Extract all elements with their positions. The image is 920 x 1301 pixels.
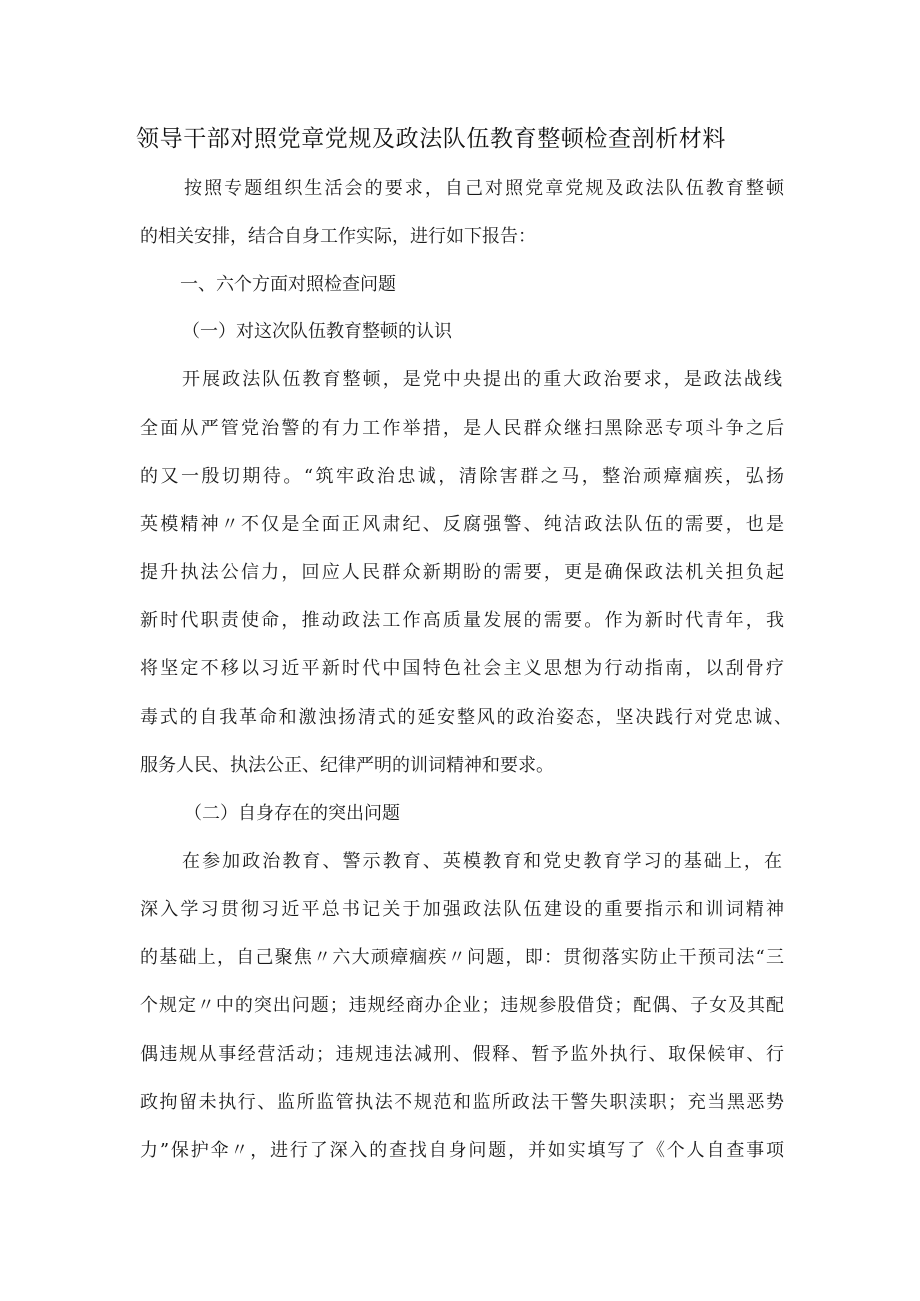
sub2-line-2: 深入学习贯彻习近平总书记关于加强政法队伍建设的重要指示和训词精神	[140, 899, 784, 920]
sub2-line-4: 个规定〃中的突出问题；违规经商办企业；违规参股借贷；配偶、子女及其配	[140, 995, 784, 1016]
subsection-2-heading: （二）自身存在的突出问题	[184, 803, 400, 824]
sub2-line-5: 偶违规从事经营活动；违规违法减刑、假释、暂予监外执行、取保候审、行	[140, 1044, 784, 1065]
sub1-line-7: 将坚定不移以习近平新时代中国特色社会主义思想为行动指南，以刮骨疗	[140, 658, 784, 679]
sub1-line-2: 全面从严管党治警的有力工作举措，是人民群众继扫黑除恶专项斗争之后	[140, 418, 784, 439]
sub1-line-5: 提升执法公信力，回应人民群众新期盼的需要，更是确保政法机关担负起	[140, 562, 784, 583]
sub1-line-6: 新时代职责使命，推动政法工作高质量发展的需要。作为新时代青年，我	[140, 610, 784, 631]
document-title: 领导干部对照党章党规及政法队伍教育整顿检查剖析材料	[136, 126, 726, 152]
sub2-line-3: 的基础上，自己聚焦〃六大顽瘴痼疾〃问题，即：贯彻落实防止干预司法“三	[140, 947, 784, 968]
intro-line-2: 的相关安排，结合自身工作实际，进行如下报告：	[140, 226, 536, 247]
sub1-line-3: 的又一殷切期待。“筑牢政治忠诚，清除害群之马，整治顽瘴痼疾，弘扬	[140, 466, 784, 487]
sub2-line-6: 政拘留未执行、监所监管执法不规范和监所政法干警失职渎职；充当黑恶势	[140, 1092, 784, 1113]
sub1-line-8: 毒式的自我革命和激浊扬清式的延安整风的政治姿态，坚决践行对党忠诚、	[140, 707, 792, 728]
sub1-line-9: 服务人民、执法公正、纪律严明的训词精神和要求。	[140, 755, 554, 776]
sub2-line-7: 力”保护伞〃，进行了深入的查找自身问题，并如实填写了《个人自查事项	[140, 1140, 784, 1161]
sub2-line-1: 在参加政治教育、警示教育、英模教育和党史教育学习的基础上，在	[182, 851, 782, 872]
intro-line-1: 按照专题组织生活会的要求，自己对照党章党规及政法队伍教育整顿	[184, 178, 784, 199]
subsection-1-heading: （一）对这次队伍教育整顿的认识	[182, 321, 452, 342]
sub1-line-1: 开展政法队伍教育整顿，是党中央提出的重大政治要求，是政法战线	[182, 369, 782, 390]
sub1-line-4: 英模精神〃不仅是全面正风肃纪、反腐强警、纯洁政法队伍的需要，也是	[140, 514, 784, 535]
section-1-heading: 一、六个方面对照检查问题	[180, 274, 396, 295]
